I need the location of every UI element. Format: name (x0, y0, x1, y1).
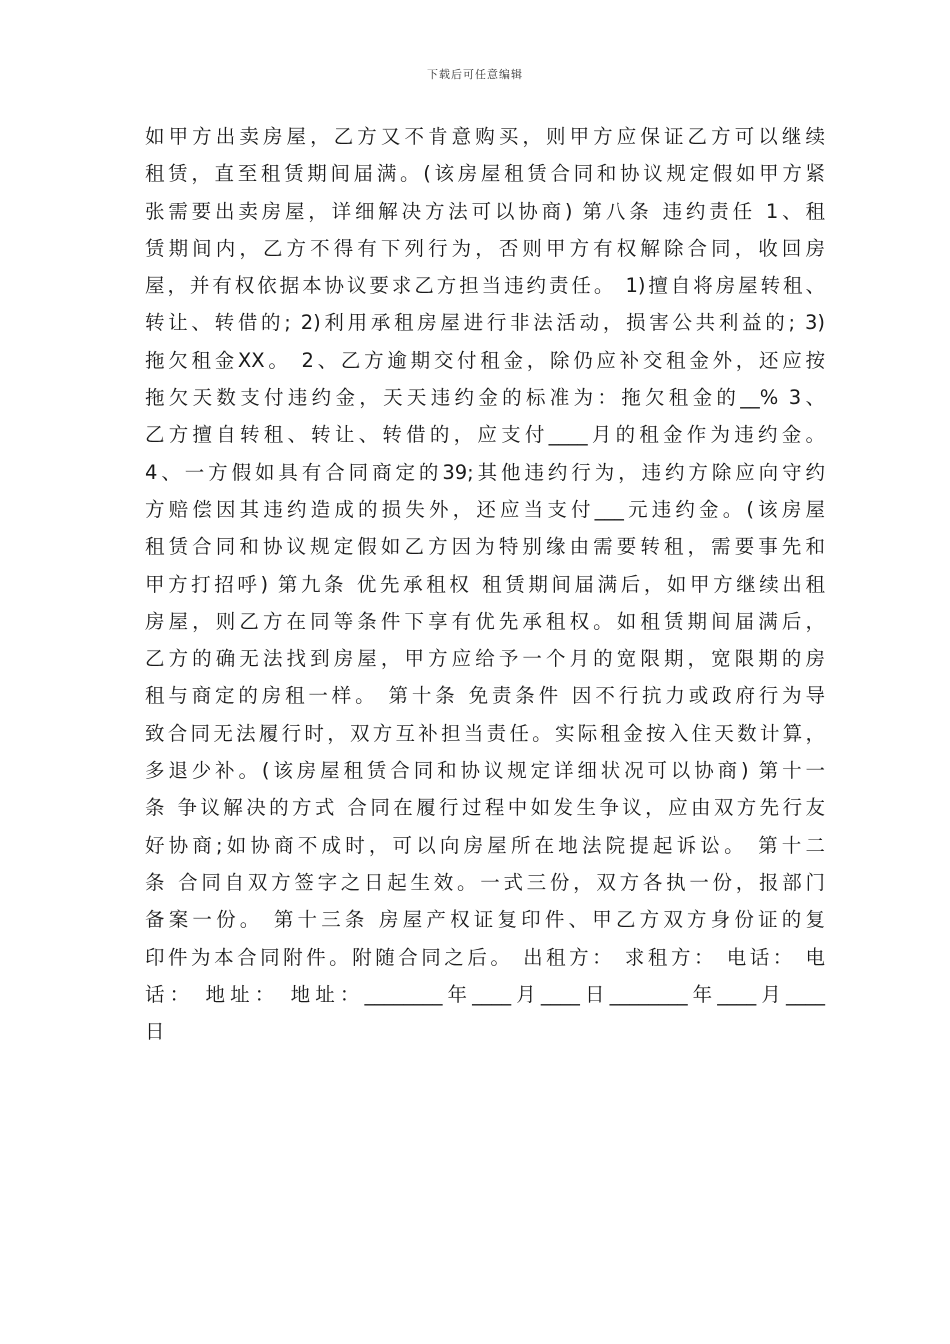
body-line: 房屋，则乙方在同等条件下享有优先承租权。如租赁期间届满后， (145, 609, 825, 633)
body-line: 转让、转借的; 2)利用承租房屋进行非法活动，损害公共利益的; 3) (145, 311, 825, 335)
body-line: 备案一份。 第十三条 房屋产权证复印件、甲乙方双方身份证的复 (145, 908, 825, 932)
body-line: 屋，并有权依据本协议要求乙方担当违约责任。 1)擅自将房屋转租、 (145, 274, 825, 298)
body-line: 如甲方出卖房屋，乙方又不肯意购买，则甲方应保证乙方可以继续 (145, 125, 825, 148)
body-line: 乙方的确无法找到房屋，甲方应给予一个月的宽限期，宽限期的房 (145, 647, 825, 671)
body-line: 赁期间内，乙方不得有下列行为，否则甲方有权解除合同，收回房 (145, 236, 825, 260)
body-line: 租与商定的房租一样。 第十条 免责条件 因不行抗力或政府行为导 (145, 684, 825, 708)
body-line: 好协商;如协商不成时，可以向房屋所在地法院提起诉讼。 第十二 (145, 833, 825, 857)
body-line: 条 争议解决的方式 合同在履行过程中如发生争议，应由双方先行友 (145, 796, 825, 820)
body-line: 多退少补。(该房屋租赁合同和协议规定详细状况可以协商) 第十一 (145, 759, 825, 783)
contract-body (145, 118, 825, 1050)
body-line: 拖欠天数支付违约金，天天违约金的标准为：拖欠租金的__% 3、 (145, 386, 825, 410)
body-line: 张需要出卖房屋，详细解决方法可以协商) 第八条 违约责任 1、租 (145, 199, 825, 223)
body-line: 话： 地址： 地址：________年____月____日________年____月____ (145, 982, 825, 1006)
body-line: 拖欠租金XX。 2、乙方逾期交付租金，除仍应补交租金外，还应按 (145, 348, 825, 372)
body-line: 4、一方假如具有合同商定的39;其他违约行为，违约方除应向守约 (145, 460, 825, 484)
body-line: 致合同无法履行时，双方互补担当责任。实际租金按入住天数计算， (145, 721, 825, 745)
body-line: 租赁，直至租赁期间届满。(该房屋租赁合同和协议规定假如甲方紧 (145, 162, 825, 186)
body-line: 方赔偿因其违约造成的损失外，还应当支付___元违约金。(该房屋 (145, 497, 825, 521)
header-note: 下载后可任意编辑 (427, 68, 523, 81)
body-line: 乙方擅自转租、转让、转借的，应支付____月的租金作为违约金。 (145, 423, 825, 447)
body-line: 日 (145, 1020, 165, 1044)
body-line: 印件为本合同附件。附随合同之后。 出租方： 求租方： 电话： 电 (145, 945, 825, 969)
body-line: 条 合同自双方签字之日起生效。一式三份，双方各执一份，报部门 (145, 870, 825, 894)
body-line: 租赁合同和协议规定假如乙方因为特别缘由需要转租，需要事先和 (145, 535, 825, 559)
body-line: 甲方打招呼) 第九条 优先承租权 租赁期间届满后，如甲方继续出租 (145, 572, 825, 596)
